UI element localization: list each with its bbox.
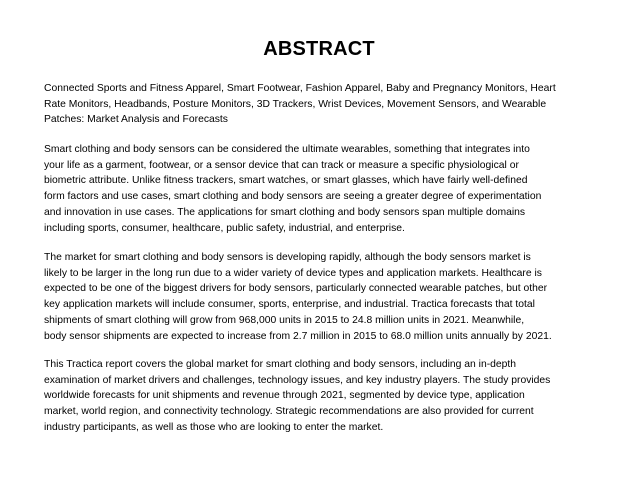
page-title: ABSTRACT xyxy=(263,38,375,60)
text-line: The market for smart clothing and body sensors is developing rapidly, although the body sensors market is xyxy=(44,252,531,263)
text-line: examination of market drivers and challenges, technology issues, and key industry players. The study provides xyxy=(44,374,551,386)
paragraph-report xyxy=(44,357,610,436)
text-line: shipments of smart clothing will grow from 968,000 units in 2015 to 24.8 million units in 2021. Meanwhile, xyxy=(44,314,525,326)
text-line: Rate Monitors, Headbands, Posture Monitors, 3D Trackers, Wrist Devices, Movement Sensors, and Wearable xyxy=(44,98,547,110)
paragraph-subtitle xyxy=(44,81,610,128)
text-line: form factors and use cases, smart clothing and body sensors are seeing a greater degree of experimentation xyxy=(44,191,542,203)
text-line: biometric attribute. Unlike fitness trackers, smart watches, or smart glasses, which have fairly well-defined xyxy=(44,175,528,187)
text-line: Connected Sports and Fitness Apparel, Smart Footwear, Fashion Apparel, Baby and Pregnancy Monitors, Heart xyxy=(44,83,556,94)
text-line: key application markets will include consumer, sports, enterprise, and industrial. Tractica forecasts that total xyxy=(44,299,535,311)
text-line: worldwide forecasts for unit shipments and revenue through 2021, segmented by device type, application xyxy=(44,390,525,402)
text-line: market, world region, and connectivity technology. Strategic recommendations are also provided for current xyxy=(44,406,534,418)
paragraph-market xyxy=(44,250,610,344)
text-line: including sports, consumer, healthcare, public safety, industrial, and enterprise. xyxy=(44,222,405,234)
paragraph-intro xyxy=(44,142,610,236)
text-line: likely to be larger in the long run due to a wider variety of device types and application markets. Healthcare is xyxy=(44,267,542,279)
text-line: expected to be one of the biggest drivers for body sensors, particularly connected wearable patches, but other xyxy=(44,283,548,295)
text-line: Smart clothing and body sensors can be considered the ultimate wearables, something that integrates into xyxy=(44,144,530,155)
text-line: This Tractica report covers the global market for smart clothing and body sensors, including an in-depth xyxy=(44,359,517,370)
text-line: and innovation in use cases. The applications for smart clothing and body sensors span multiple domains xyxy=(44,206,526,218)
text-line: body sensor shipments are expected to increase from 2.7 million in 2015 to 68.0 million units annually by 2021. xyxy=(44,330,552,342)
text-line: Patches: Market Analysis and Forecasts xyxy=(44,114,228,126)
text-line: industry participants, as well as those who are looking to enter the market. xyxy=(44,421,384,433)
text-line: your life as a garment, footwear, or a sensor device that can track or measure a specific physiological or xyxy=(44,159,519,171)
